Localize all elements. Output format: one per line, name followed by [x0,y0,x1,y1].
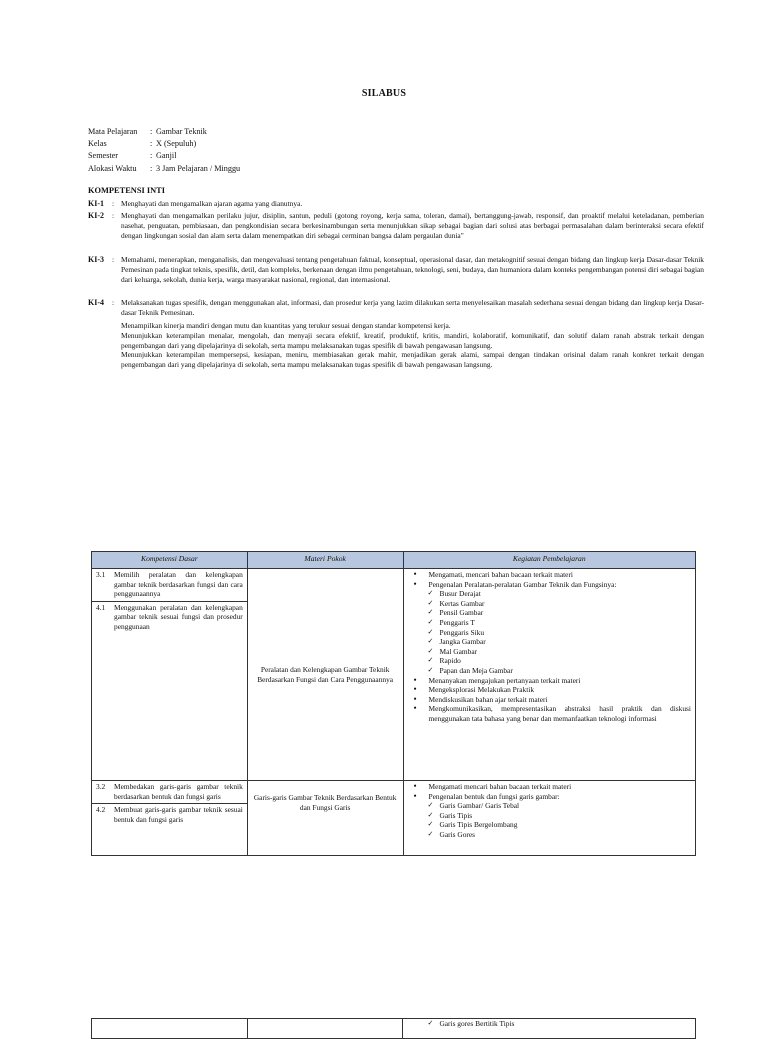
materi-cell: Peralatan dan Kelengkapan Gambar Teknik Berdasarkan Fungsi dan Cara Penggunaannya [247,569,403,781]
ki-code: KI-2 [88,211,104,220]
course-info [88,126,240,175]
check-item: ✓ Penggaris Siku [408,628,691,638]
kd-number: 3.1 [96,570,106,579]
check-item: ✓ Pensil Gambar [408,608,691,618]
check-item: ✓ Kertas Gambar [408,599,691,609]
ki-text: Melaksanakan tugas spesifik, dengan menggunakan alat, informasi, dan prosedur kerja yang lazim dilakukan serta menyelesaikan masalah sederhana sesuai dengan bidang dan lingkup kerja Dasar-dasar Teknik Pemesinan. [121,298,704,317]
ki-text: Menghayati dan mengamalkan perilaku jujur, disiplin, santun, peduli (gotong royong, kerja sama, toleran, damai), bertanggung-jawab, responsif, dan proaktif melalui keteladanan, pemberian nasehat, penguatan, pembiasaan, dan pengkondisian secara berkesinambungan serta menunjukkan sikap sebagai bagian dari solusi atas berbagai permasalahan dalam berinteraksi secara efektif dengan lingkungan sosial dan alam serta dalam menempatkan diri sebagai cerminan bangsa dalam pergaulan dunia" [121,211,704,240]
meta-label: Alokasi Waktu [88,163,137,173]
table-header-row [92,552,696,569]
meta-value: Ganjil [156,151,177,161]
ki-4-detail: Menampilkan kinerja mandiri dengan mutu dan kuantitas yang terukur sesuai dengan standar kompetensi kerja. [121,321,451,330]
check-item: ✓ Garis Tipis [408,811,691,821]
kd-text: Memilih peralatan dan kelengkapan gambar teknik berdasarkan fungsi dan cara penggunaannya [114,570,243,599]
kd-item [92,803,247,824]
check-item: ✓ Penggaris T [408,618,691,628]
meta-label: Mata Pelajaran [88,127,138,136]
kd-cell [92,569,248,781]
check-item: ✓ Garis Gores [408,830,691,840]
meta-separator: : [150,139,153,149]
kegiatan-item: • Pengenalan bentuk dan fungsi garis gambar: ✓ Garis Gambar/ Garis Tebal ✓ Garis Tipis ✓ Garis Tipis Bergelombang ✓ Garis Gores [408,792,691,840]
ki-code: KI-4 [88,298,104,307]
table-row [92,569,696,781]
col-header-materi: Materi Pokok [247,552,403,569]
col-header-kegiatan: Kegiatan Pembelajaran [403,552,695,569]
meta-row-subject [88,126,240,138]
check-item: ✓ Mal Gambar [408,647,691,657]
kd-text: Membuat garis-garis gambar teknik sesuai bentuk dan fungsi garis [114,805,243,824]
materi-cell [247,1019,403,1039]
ki-3: KI-3 : Memahami, menerapkan, menganalisis, dan mengevaluasi tentang pengetahuan faktual, konseptual, operasional dasar, dan metakognitif sesuai dengan bidang dan lingkup kerja Dasar-dasar Teknik Pemesinan pada tingkat teknis, spesifik, detil, dan kompleks, berkenaan dengan ilmu pengetahuan, teknologi, seni, budaya, dan humaniora dalam konteks pengembangan potensi diri sebagai bagian dari keluarga, sekolah, dunia kerja, warga masyarakat nasional, regional, dan internasional. [88,255,704,284]
meta-row-semester [88,150,240,162]
kegiatan-item: • Pengenalan Peralatan-peralatan Gambar Teknik dan Fungsinya: ✓ Busur Derajat ✓ Kertas Gambar ✓ Pensil Gambar ✓ Penggaris T ✓ Penggaris Siku ✓ Jangka Gambar ✓ Mal Gambar ✓ Rapido ✓ Papan dan Meja Gambar [408,580,691,676]
kd-number: 3.2 [96,782,106,791]
ki-text: Menghayati dan mengamalkan ajaran agama yang dianutnya. [121,199,303,208]
ki-code: KI-3 [88,255,104,264]
ki-text: Memahami, menerapkan, menganalisis, dan mengevaluasi tentang pengetahuan faktual, konseptual, operasional dasar, dan metakognitif sesuai dengan bidang dan lingkup kerja Dasar-dasar Teknik Pemesinan pada tingkat teknis, spesifik, detil, dan kompleks, berkenaan dengan ilmu pengetahuan, teknologi, seni, budaya, dan humaniora dalam konteks pengembangan potensi diri sebagai bagian dari keluarga, sekolah, dunia kerja, warga masyarakat nasional, regional, dan internasional. [121,255,704,284]
table-row [92,1019,696,1039]
check-item: ✓ Garis Tipis Bergelombang [408,820,691,830]
kegiatan-item: • Mengamati mencari bahan bacaan terkait materi [408,782,691,792]
syllabus-table [91,551,696,856]
kegiatan-item: • Mengeksplorasi Melakukan Praktik [408,685,691,695]
kegiatan-item: • Mengkomunikasikan, mempresentasikan abstraksi hasil praktik dan diskusi menggunakan tata bahasa yang benar dan memanfaatkan teknologi informasi [408,704,691,723]
ki-2: KI-2 : Menghayati dan mengamalkan perilaku jujur, disiplin, santun, peduli (gotong royong, kerja sama, toleran, damai), bertanggung-jawab, responsif, dan proaktif melalui keteladanan, pemberian nasehat, penguatan, pembiasaan, dan pengkondisian secara berkesinambungan serta menunjukkan sikap sebagai bagian dari solusi atas berbagai permasalahan dalam berinteraksi secara efektif dengan lingkungan sosial dan alam serta dalam menempatkan diri sebagai cerminan bangsa dalam pergaulan dunia" [88,211,704,240]
ki-4-details [121,321,704,370]
ki-1: KI-1 : Menghayati dan mengamalkan ajaran agama yang dianutnya. [88,199,704,209]
check-item: ✓ Busur Derajat [408,589,691,599]
meta-value: Gambar Teknik [156,127,207,136]
check-item: ✓ Garis gores Bertitik Tipis [407,1019,691,1029]
kd-item [96,570,243,599]
kegiatan-cell [403,781,695,856]
ki-4-detail: Menunjukkan keterampilan mempersepsi, kesiapan, meniru, membiasakan gerak mahir, menjadikan gerak alami, sampai dengan tindakan orisinal dalam ranah konkret terkait dengan pengembangan dari yang dipelajarinya di sekolah, serta mampu melaksanakan tugas spesifik di bawah pengawasan langsung. [121,350,704,370]
kd-item [92,601,247,632]
meta-separator: : [150,151,153,161]
col-header-kd: Kompetensi Dasar [92,552,248,569]
ki-4: KI-4 : Melaksanakan tugas spesifik, dengan menggunakan alat, informasi, dan prosedur kerja yang lazim dilakukan serta menyelesaikan masalah sederhana sesuai dengan bidang dan lingkup kerja Dasar-dasar Teknik Pemesinan. [88,298,704,317]
ki-4-detail: Menunjukkan keterampilan menalar, mengolah, dan menyaji secara efektif, kreatif, produktif, kritis, mandiri, kolaboratif, komunikatif, dan solutif dalam ranah abstrak terkait dengan pengembangan dari yang dipelajarinya di sekolah, serta mampu melaksanakan tugas spesifik di bawah pengawasan langsung. [121,330,704,350]
kd-text: Membedakan garis-garis gambar teknik berdasarkan bentuk dan fungsi garis [114,782,243,801]
check-item: ✓ Papan dan Meja Gambar [408,666,691,676]
check-item: ✓ Garis Gambar/ Garis Tebal [408,801,691,811]
kegiatan-item: • Menanyakan mengajukan pertanyaan terkait materi [408,676,691,686]
ki-heading: KOMPETENSI INTI [88,186,166,195]
meta-label: Semester [88,151,119,161]
kegiatan-cell [403,1019,696,1039]
materi-cell: Garis-garis Gambar Teknik Berdasarkan Bentuk dan Fungsi Garis [247,781,403,856]
kd-cell [92,1019,248,1039]
kegiatan-item: • Mendiskusikan bahan ajar terkait materi [408,695,691,705]
kegiatan-item: • Mengamati, mencari bahan bacaan terkait materi [408,570,691,580]
check-item: ✓ Jangka Gambar [408,637,691,647]
meta-separator: : [150,127,153,136]
kd-cell [92,781,248,856]
ki-code: KI-1 [88,199,104,208]
meta-label: Kelas [88,139,107,149]
kd-text: Menggunakan peralatan dan kelengkapan gambar teknik sesuai fungsi dan prosedur penggunaan [114,602,243,631]
meta-separator: : [150,163,153,173]
kd-item [96,782,243,801]
kegiatan-cell [403,569,695,781]
check-item: ✓ Rapido [408,656,691,666]
syllabus-table-continued [91,1018,696,1039]
table-row [92,781,696,856]
meta-row-class [88,138,240,150]
meta-value: X (Sepuluh) [156,139,197,149]
kd-number: 4.1 [96,602,106,612]
meta-row-time [88,163,240,175]
kd-number: 4.2 [96,805,106,815]
document-title: SILABUS [361,88,407,99]
meta-value: 3 Jam Pelajaran / Minggu [156,163,241,173]
